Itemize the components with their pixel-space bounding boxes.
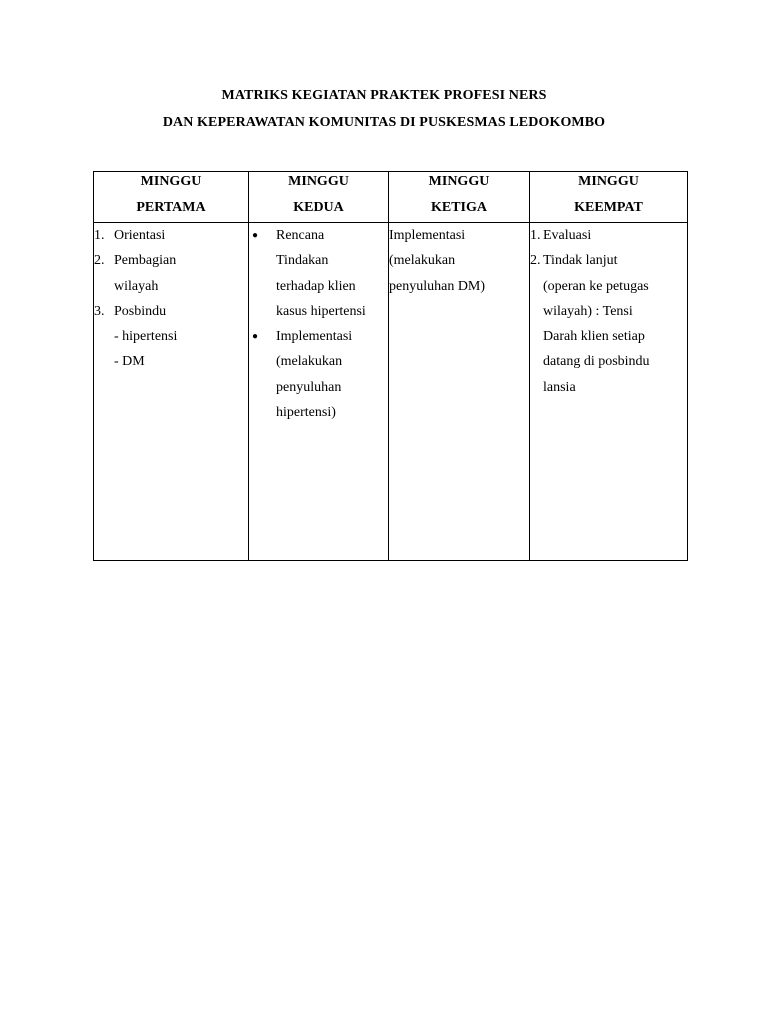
list-text-continuation: (operan ke petugas bbox=[543, 278, 649, 294]
list-text: Evaluasi bbox=[543, 228, 592, 243]
list-text-continuation: wilayah bbox=[114, 278, 159, 294]
document-title-line-2: DAN KEPERAWATAN KOMUNITAS DI PUSKESMAS LEDOKOMBO bbox=[162, 115, 606, 130]
list-item bbox=[94, 223, 248, 248]
list-number: 1. bbox=[94, 228, 105, 243]
cell-text-line: penyuluhan DM) bbox=[389, 278, 486, 294]
list-text-continuation: wilayah) : Tensi bbox=[543, 303, 633, 319]
header-week-4-line-1: MINGGU bbox=[578, 174, 639, 189]
header-week-1 bbox=[94, 172, 249, 223]
bullet-text-continuation: penyuluhan bbox=[276, 379, 342, 395]
bullet-text-continuation: (melakukan bbox=[276, 354, 343, 370]
cell-week-3 bbox=[389, 223, 530, 561]
list-number: 1. bbox=[530, 228, 541, 243]
bullet-text-continuation: hipertensi) bbox=[276, 405, 336, 421]
document-title-line-1: MATRIKS KEGIATAN PRAKTEK PROFESI NERS bbox=[221, 88, 547, 103]
bullet-text-continuation: Tindakan bbox=[276, 253, 329, 269]
bullet-item bbox=[249, 324, 388, 349]
list-text: Pembagian bbox=[114, 253, 177, 269]
header-week-3 bbox=[389, 172, 530, 223]
header-week-2-line-1: MINGGU bbox=[288, 174, 349, 189]
list-number: 2. bbox=[530, 253, 541, 269]
header-week-2 bbox=[249, 172, 389, 223]
list-number: 3. bbox=[94, 303, 105, 319]
bullet-text: Implementasi bbox=[276, 329, 353, 345]
header-week-4 bbox=[530, 172, 688, 223]
activity-matrix-table bbox=[93, 171, 688, 561]
bullet-item bbox=[249, 223, 388, 248]
list-item bbox=[94, 248, 248, 273]
list-text-continuation: lansia bbox=[543, 379, 576, 395]
bullet-text-continuation: kasus hipertensi bbox=[276, 303, 366, 319]
bullet-icon: ● bbox=[252, 230, 259, 241]
header-week-3-line-1: MINGGU bbox=[428, 174, 490, 189]
cell-text-line: (melakukan bbox=[389, 253, 456, 269]
table-header-row bbox=[94, 172, 688, 223]
list-item bbox=[530, 223, 687, 248]
header-week-2-line-2: KEDUA bbox=[293, 200, 344, 215]
list-text-continuation: datang di posbindu bbox=[543, 354, 650, 370]
list-number: 2. bbox=[94, 253, 105, 269]
sub-list-item: - DM bbox=[114, 354, 145, 370]
header-week-4-line-2: KEEMPAT bbox=[574, 200, 643, 215]
table-body-row bbox=[94, 223, 688, 561]
list-text-continuation: Darah klien setiap bbox=[543, 329, 645, 345]
cell-week-4 bbox=[530, 223, 688, 561]
cell-text-line: Implementasi bbox=[389, 228, 466, 243]
sub-list-item: - hipertensi bbox=[114, 329, 178, 345]
bullet-text-continuation: terhadap klien bbox=[276, 278, 356, 294]
header-week-3-line-2: KETIGA bbox=[430, 200, 487, 215]
cell-week-1 bbox=[94, 223, 249, 561]
bullet-icon: ● bbox=[252, 331, 259, 343]
bullet-text: Rencana bbox=[276, 228, 325, 243]
list-text: Orientasi bbox=[114, 228, 166, 243]
list-item bbox=[530, 248, 687, 273]
header-week-1-line-1: MINGGU bbox=[140, 174, 202, 189]
list-text: Tindak lanjut bbox=[543, 253, 618, 269]
cell-week-2 bbox=[249, 223, 389, 561]
list-item bbox=[94, 299, 248, 324]
header-week-1-line-2: PERTAMA bbox=[136, 200, 206, 215]
list-text: Posbindu bbox=[114, 303, 167, 319]
